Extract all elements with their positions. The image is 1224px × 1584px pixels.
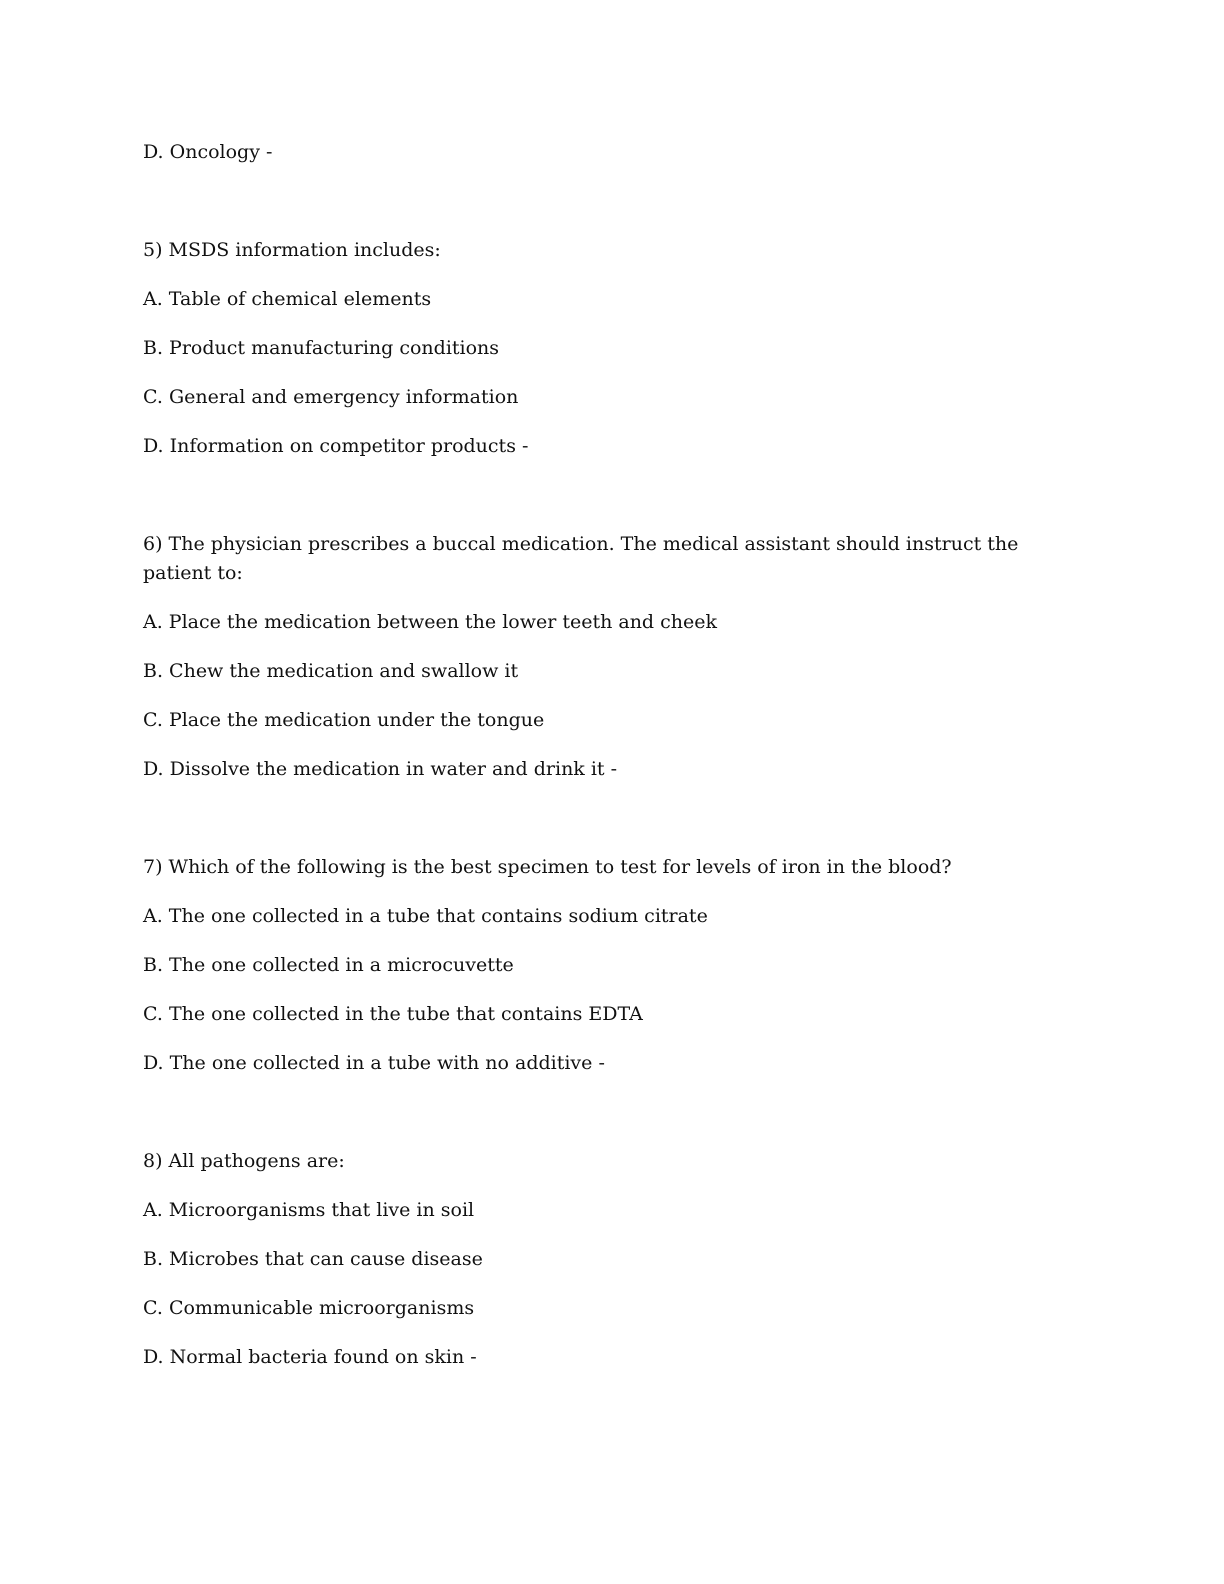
- option-b: B. The one collected in a microcuvette: [143, 954, 514, 976]
- option-c: C. Place the medication under the tongue: [143, 709, 545, 731]
- option-a: A. Microorganisms that live in soil: [143, 1199, 475, 1221]
- spacer: [143, 481, 1083, 530]
- spacer: [143, 1098, 1083, 1147]
- option-b: B. Microbes that can cause disease: [143, 1248, 483, 1270]
- question-stem: 7) Which of the following is the best specimen to test for levels of iron in the blood?: [143, 856, 952, 878]
- document-page: [143, 138, 1083, 1392]
- option-c: C. General and emergency information: [143, 386, 519, 408]
- option-c: C. Communicable microorganisms: [143, 1297, 475, 1319]
- question-8: [143, 1147, 1083, 1372]
- option-d: D. The one collected in a tube with no additive -: [143, 1052, 605, 1074]
- option-b: B. Product manufacturing conditions: [143, 337, 500, 359]
- spacer: [143, 187, 1083, 236]
- option-a: A. Place the medication between the lower teeth and cheek: [143, 611, 718, 633]
- option-d: D. Normal bacteria found on skin -: [143, 1346, 477, 1368]
- spacer: [143, 804, 1083, 853]
- question-stem: 6) The physician prescribes a buccal medication. The medical assistant should instruct the patient to:: [143, 533, 1019, 584]
- option-d: D. Information on competitor products -: [143, 435, 529, 457]
- question-stem: 8) All pathogens are:: [143, 1150, 345, 1172]
- question-stem: 5) MSDS information includes:: [143, 239, 441, 261]
- option-b: B. Chew the medication and swallow it: [143, 660, 519, 682]
- option-d: D. Dissolve the medication in water and drink it -: [143, 758, 618, 780]
- question-5: [143, 236, 1083, 461]
- option-a: A. Table of chemical elements: [143, 288, 432, 310]
- option-a: A. The one collected in a tube that contains sodium citrate: [143, 905, 708, 927]
- prior-question-option-d: D. Oncology -: [143, 141, 273, 163]
- option-c: C. The one collected in the tube that contains EDTA: [143, 1003, 643, 1025]
- question-7: [143, 853, 1083, 1078]
- question-6: [143, 530, 1083, 784]
